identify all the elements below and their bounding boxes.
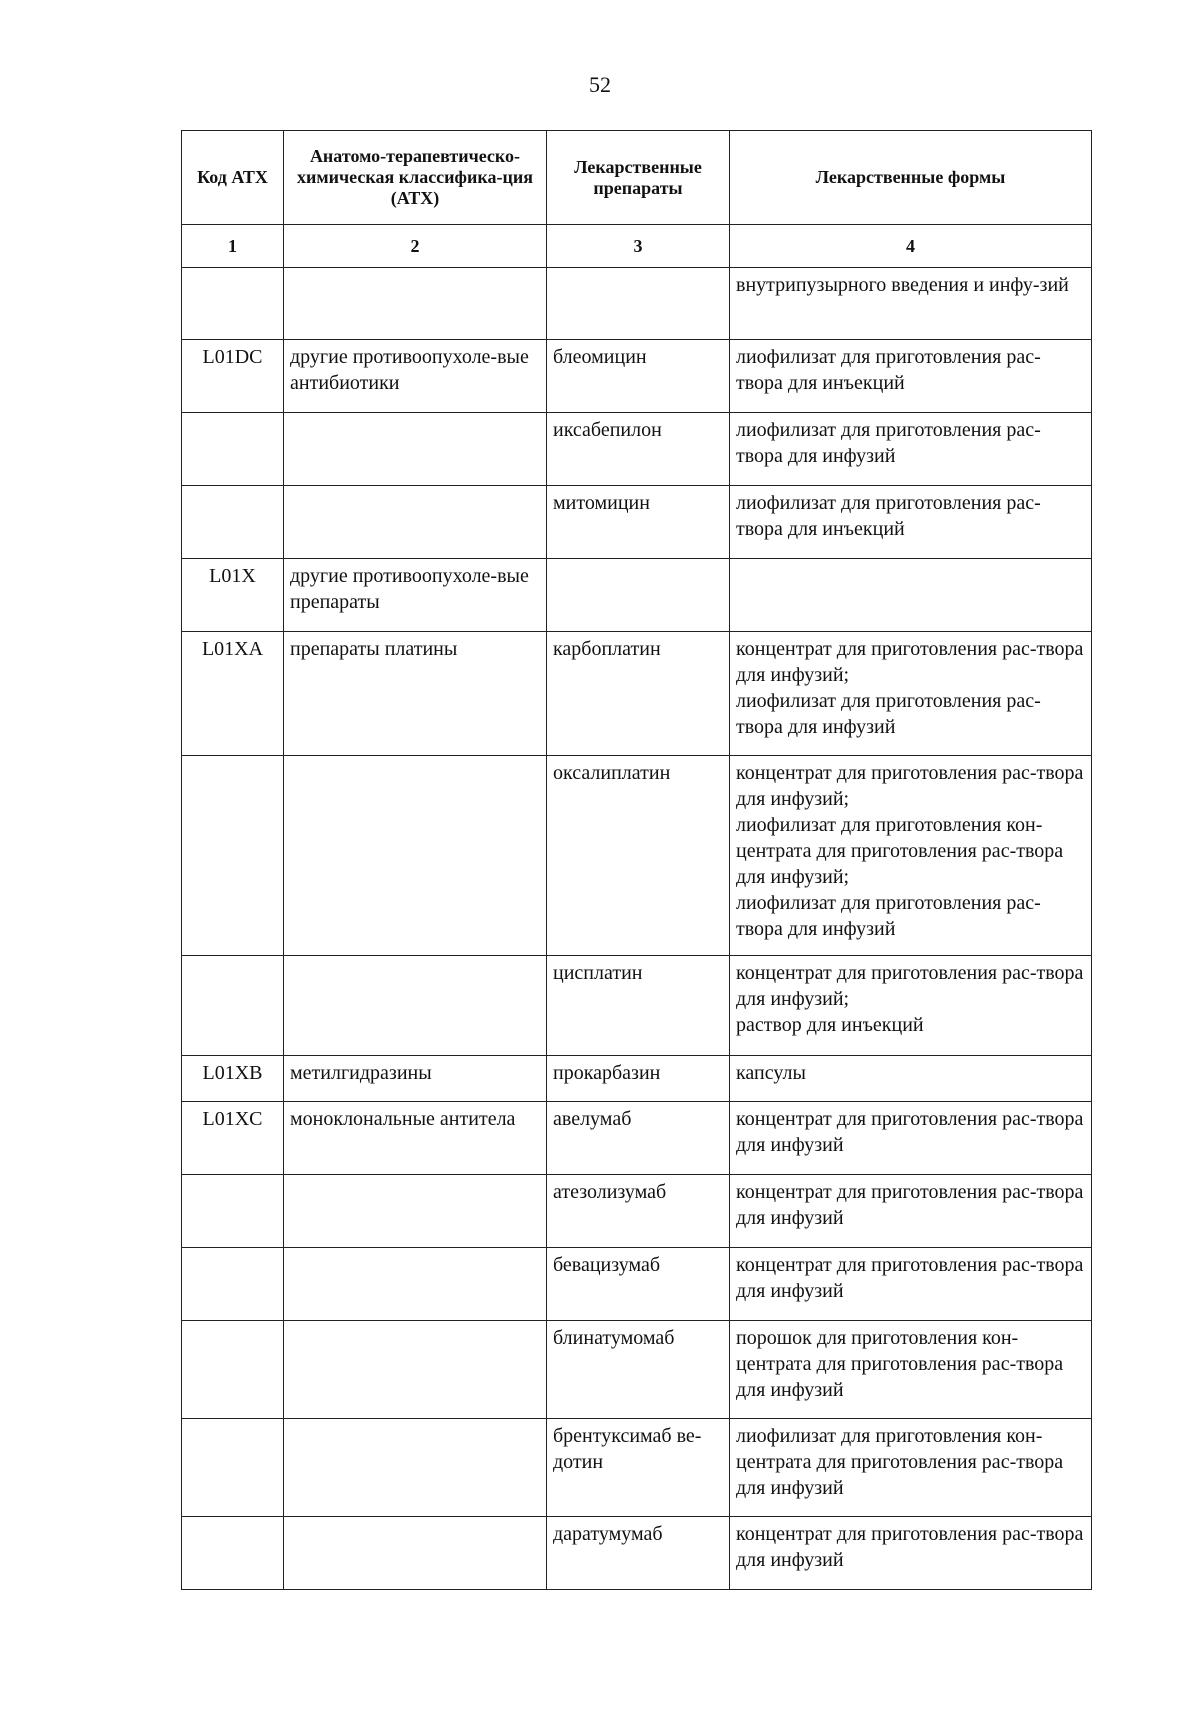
atx-class-cell: метилгидразины [284,1056,547,1102]
atx-class-cell [284,1419,547,1517]
header-atx-code: Код АТХ [182,131,284,225]
dosage-form-line: концентрат для приготовления рас-твора для инфузий [736,1108,1084,1156]
atx-code-cell [182,956,284,1056]
table-column-numbers-row [182,225,1092,268]
column-number: 1 [182,225,284,268]
table-row [182,956,1092,1056]
dosage-form-line: концентрат для приготовления рас-твора для инфузий [736,1254,1084,1302]
drug-name-cell: бевацизумаб [547,1248,730,1321]
dosage-form-line: лиофилизат для приготовления рас-твора для инъекций [736,492,1041,540]
dosage-forms-cell [730,1321,1092,1419]
dosage-forms-cell [730,1102,1092,1175]
drug-name-cell: авелумаб [547,1102,730,1175]
atx-class-cell [284,413,547,486]
atx-code-cell: L01XA [182,632,284,756]
atx-class-cell [284,1175,547,1248]
dosage-form-line: лиофилизат для приготовления кон-центрата для приготовления рас-твора для инфузий [736,1425,1064,1499]
dosage-forms-cell [730,1175,1092,1248]
dosage-forms-cell [730,632,1092,756]
dosage-forms-cell [730,340,1092,413]
dosage-forms-cell [730,486,1092,559]
table-row [182,756,1092,956]
drug-name-cell: цисплатин [547,956,730,1056]
table-row [182,486,1092,559]
header-dosage-forms: Лекарственные формы [730,131,1092,225]
atx-code-cell: L01XB [182,1056,284,1102]
atx-class-cell [284,1248,547,1321]
drug-name-cell: оксалиплатин [547,756,730,956]
drug-name-cell: блинатумомаб [547,1321,730,1419]
dosage-forms-cell [730,1419,1092,1517]
atx-code-cell: L01X [182,559,284,632]
atx-code-cell [182,413,284,486]
table-row [182,1102,1092,1175]
drug-name-cell: блеомицин [547,340,730,413]
dosage-form-line: концентрат для приготовления рас-твора для инфузий [736,1181,1084,1229]
atx-code-cell [182,486,284,559]
atx-class-cell: моноклональные антитела [284,1102,547,1175]
dosage-form-line: концентрат для приготовления рас-твора для инфузий; [736,962,1084,1010]
atx-class-cell: другие противоопухоле-вые препараты [284,559,547,632]
dosage-form-line: внутрипузырного введения и инфу-зий [736,274,1069,296]
dosage-forms-cell [730,268,1092,340]
table-row [182,413,1092,486]
dosage-forms-cell [730,1517,1092,1590]
dosage-form-line: концентрат для приготовления рас-твора для инфузий; [736,762,1084,810]
atx-code-cell [182,1419,284,1517]
drug-name-cell: митомицин [547,486,730,559]
atx-table [181,130,1092,1590]
dosage-form-line: раствор для инъекций [736,1014,924,1036]
drug-name-cell: иксабепилон [547,413,730,486]
dosage-forms-cell [730,956,1092,1056]
table-row [182,1175,1092,1248]
dosage-forms-cell [730,559,1092,632]
page-number: 52 [589,72,611,97]
dosage-form-line: лиофилизат для приготовления рас-твора для инфузий [736,892,1041,940]
atx-code-cell [182,1517,284,1590]
atx-class-cell: другие противоопухоле-вые антибиотики [284,340,547,413]
atx-code-cell [182,756,284,956]
header-drugs: Лекарственные препараты [547,131,730,225]
table-header-row [182,131,1092,225]
drug-name-cell: прокарбазин [547,1056,730,1102]
header-atx-classification: Анатомо-терапевтическо-химическая классифика-ция (АТХ) [284,131,547,225]
column-number: 3 [547,225,730,268]
dosage-forms-cell [730,1056,1092,1102]
drug-name-cell: атезолизумаб [547,1175,730,1248]
atx-code-cell: L01XC [182,1102,284,1175]
atx-class-cell [284,956,547,1056]
atx-class-cell: препараты платины [284,632,547,756]
table-row [182,1321,1092,1419]
dosage-forms-cell [730,413,1092,486]
dosage-forms-cell [730,1248,1092,1321]
atx-code-cell [182,1175,284,1248]
drug-name-cell: брентуксимаб ве-дотин [547,1419,730,1517]
dosage-form-line: лиофилизат для приготовления рас-твора для инфузий [736,419,1041,467]
dosage-form-line: лиофилизат для приготовления кон-центрата для приготовления рас-твора для инфузий; [736,814,1064,888]
drug-name-cell: карбоплатин [547,632,730,756]
atx-class-cell [284,1321,547,1419]
dosage-form-line: концентрат для приготовления рас-твора для инфузий [736,1523,1084,1571]
atx-code-cell [182,1321,284,1419]
table-row [182,268,1092,340]
table-body [182,268,1092,1590]
dosage-form-line: лиофилизат для приготовления рас-твора для инъекций [736,346,1041,394]
drug-name-cell: даратумумаб [547,1517,730,1590]
atx-class-cell [284,1517,547,1590]
atx-class-cell [284,486,547,559]
atx-class-cell [284,756,547,956]
atx-code-cell [182,1248,284,1321]
drug-name-cell [547,559,730,632]
dosage-form-line: порошок для приготовления кон-центрата для приготовления рас-твора для инфузий [736,1327,1064,1401]
table-row [182,1056,1092,1102]
dosage-form-line: лиофилизат для приготовления рас-твора для инфузий [736,690,1041,738]
table-row [182,1419,1092,1517]
atx-code-cell [182,268,284,340]
table-row [182,1248,1092,1321]
dosage-forms-cell [730,756,1092,956]
column-number: 4 [730,225,1092,268]
column-number: 2 [284,225,547,268]
atx-class-cell [284,268,547,340]
dosage-form-line: капсулы [736,1062,806,1084]
atx-code-cell: L01DC [182,340,284,413]
table-row [182,559,1092,632]
table-row [182,340,1092,413]
dosage-form-line: концентрат для приготовления рас-твора для инфузий; [736,638,1084,686]
table-row [182,632,1092,756]
table-row [182,1517,1092,1590]
drug-name-cell [547,268,730,340]
